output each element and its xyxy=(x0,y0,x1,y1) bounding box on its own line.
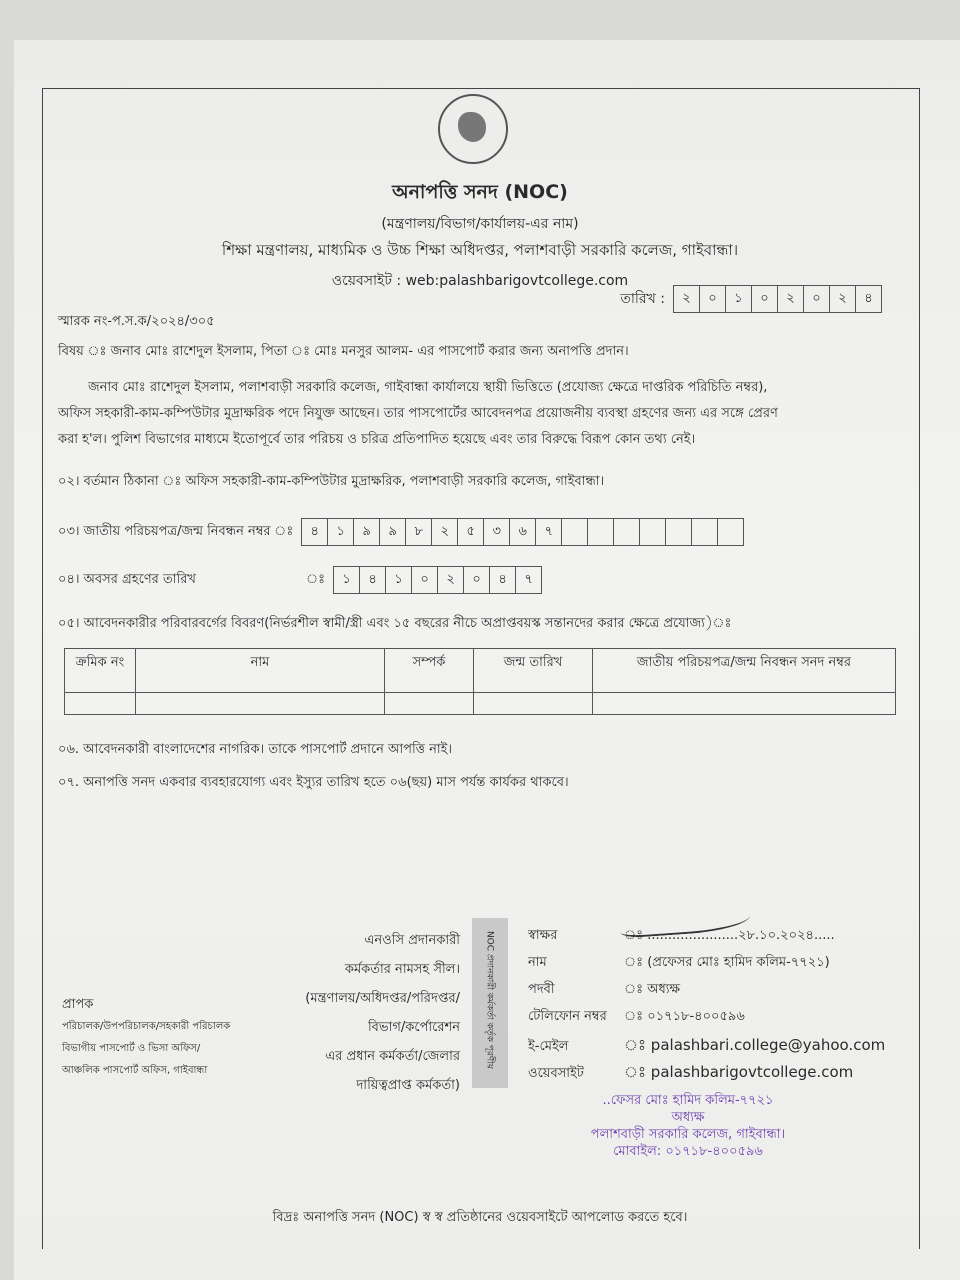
recipient-line: বিভাগীয় পাসপোর্ট ও ভিসা অফিস/ xyxy=(62,1043,201,1054)
recipient-line: প্রাপক xyxy=(62,997,94,1012)
digit-box xyxy=(692,519,718,545)
retirement-date-boxes xyxy=(333,566,542,594)
issuer-line: বিভাগ/কর্পোরেশন xyxy=(367,1020,460,1035)
stamp-line: অধ্যক্ষ xyxy=(671,1110,705,1125)
stamp-line: ..ফেসর মোঃ হামিদ কলিম-৭৭২১ xyxy=(602,1093,774,1108)
digit-box: ২ xyxy=(778,286,804,312)
detail-value: ঃ ০১৭১৮-৪০০৫৯৬ xyxy=(624,1009,745,1024)
document-title: অনাপত্তি সনদ (NOC) xyxy=(392,181,568,203)
digit-box xyxy=(640,519,666,545)
detail-value: ঃ অধ্যক্ষ xyxy=(624,982,681,997)
issuer-line: এর প্রধান কর্মকর্তা/জেলার xyxy=(325,1049,460,1064)
digit-box: ০ xyxy=(752,286,778,312)
detail-rows xyxy=(528,926,913,1088)
digit-box: ২ xyxy=(438,567,464,593)
nid-label: ০৩। জাতীয় পরিচয়পত্র/জন্ম নিবন্ধন নম্বর ঃ xyxy=(58,523,294,539)
digit-box: ২ xyxy=(830,286,856,312)
digit-box: ০ xyxy=(412,567,438,593)
body-line: অফিস সহকারী-কাম-কম্পিউটার মুদ্রাক্ষরিক পদে নিযুক্ত আছেন। তার পাসপোর্টের আবেদনপত্র প্রয়োজনীয় ব্যবস্থা গ্রহণের জন্য এর সঙ্গে প্রেরণ xyxy=(58,406,778,421)
table-row xyxy=(65,693,896,715)
issuer-line: কর্মকর্তার নামসহ সীল। xyxy=(344,962,460,977)
detail-value: ঃ palashbari.college@yahoo.com xyxy=(624,1036,886,1054)
detail-value: ঃ ......................২৮.১০.২০২৪..... xyxy=(624,928,835,943)
issuer-block xyxy=(270,926,460,1100)
digit-box xyxy=(562,519,588,545)
digit-box: ৭ xyxy=(524,571,533,587)
digit-box: ৮ xyxy=(406,519,432,545)
date-boxes xyxy=(673,285,882,313)
body-line: করা হ'ল। পুলিশ বিভাগের মাধ্যমে ইতোপূর্বে তার পরিচয় ও চরিত্র প্রতিপাদিত হয়েছে এবং তার বিরুদ্ধে বিরূপ কোন তথ্য নেই। xyxy=(58,432,696,447)
retirement-date-label: ০৪। অবসর গ্রহণের তারিখ xyxy=(58,571,196,587)
document-subtitle: (মন্ত্রণালয়/বিভাগ/কার্যালয়-এর নাম) xyxy=(381,216,579,232)
digit-box: ৪ xyxy=(490,567,516,593)
official-stamp xyxy=(528,1092,848,1160)
digit-box: ৪ xyxy=(864,290,873,306)
col-serial: ক্রমিক নং xyxy=(65,649,136,693)
digit-box: ২ xyxy=(674,286,700,312)
government-seal-logo xyxy=(438,94,508,164)
digit-box xyxy=(666,519,692,545)
detail-row xyxy=(528,926,913,953)
digit-box: ৫ xyxy=(458,519,484,545)
recipient-block xyxy=(62,994,262,1082)
citizenship-statement: ০৬. আবেদনকারী বাংলাদেশের নাগরিক। তাকে পাসপোর্ট প্রদানে আপত্তি নাই। xyxy=(58,742,453,757)
website-line: ওয়েবসাইট : web:palashbarigovtcollege.com xyxy=(331,273,629,289)
date-label: তারিখ : xyxy=(620,291,665,307)
issuer-line: (মন্ত্রণালয়/অধিদপ্তর/পরিদপ্তর/ xyxy=(305,991,460,1006)
detail-value: ঃ palashbarigovtcollege.com xyxy=(624,1063,854,1081)
digit-box: ৬ xyxy=(510,519,536,545)
detail-row xyxy=(528,953,913,980)
subject-line: বিষয় ঃ জনাব মোঃ রাশেদুল ইসলাম, পিতা ঃ মোঃ মনসুর আলম- এর পাসপোর্ট করার জন্য অনাপত্তি প্রদান। xyxy=(58,344,629,359)
digit-box: ৯ xyxy=(380,519,406,545)
digit-box: ১ xyxy=(328,519,354,545)
digit-box: ৪ xyxy=(302,519,328,545)
digit-box: ২ xyxy=(432,519,458,545)
recipient-line: পরিচালক/উপপরিচালক/সহকারী পরিচালক xyxy=(62,1021,231,1032)
digit-box xyxy=(718,519,743,545)
issuer-line: এনওসি প্রদানকারী xyxy=(364,933,460,948)
detail-label: নাম xyxy=(528,955,547,970)
stamp-line: পলাশবাড়ী সরকারি কলেজ, গাইবান্ধা। xyxy=(590,1127,786,1142)
issuer-line: দায়িত্বপ্রাপ্ত কর্মকর্তা) xyxy=(356,1078,460,1093)
digit-box: ৯ xyxy=(354,519,380,545)
digit-box xyxy=(588,519,614,545)
col-relation: সম্পর্ক xyxy=(385,649,474,693)
digit-box: ০ xyxy=(464,567,490,593)
detail-label: স্বাক্ষর xyxy=(528,928,558,943)
footnote: বিদ্রঃ অনাপত্তি সনদ (NOC) স্ব স্ব প্রতিষ্ঠানের ওয়েবসাইটে আপলোড করতে হবে। xyxy=(272,1210,688,1225)
detail-row xyxy=(528,980,913,1007)
detail-label: ওয়েবসাইট xyxy=(528,1066,584,1081)
col-name: নাম xyxy=(136,649,385,693)
nid-boxes xyxy=(301,518,744,546)
office-name: শিক্ষা মন্ত্রণালয়, মাধ্যমিক ও উচ্চ শিক্ষা অধিদপ্তর, পলাশবাড়ী সরকারি কলেজ, গাইবান্ধা। xyxy=(221,241,739,259)
digit-box: ৭ xyxy=(536,519,562,545)
retirement-colon: ঃ xyxy=(306,571,326,587)
detail-label: ই-মেইল xyxy=(528,1039,569,1054)
detail-row xyxy=(528,1034,913,1061)
digit-box: ১ xyxy=(334,567,360,593)
signatory-details xyxy=(528,926,913,1160)
digit-box: ৩ xyxy=(484,519,510,545)
col-dob: জন্ম তারিখ xyxy=(474,649,593,693)
digit-box: ০ xyxy=(804,286,830,312)
digit-box: ১ xyxy=(386,567,412,593)
digit-box xyxy=(614,519,640,545)
detail-row xyxy=(528,1007,913,1034)
detail-label: টেলিফোন নম্বর xyxy=(528,1009,607,1024)
detail-row xyxy=(528,1061,913,1088)
digit-box: ০ xyxy=(700,286,726,312)
nid-row xyxy=(58,518,744,546)
family-details-label: ০৫। আবেদনকারীর পরিবারবর্গের বিবরণ(নির্ভরশীল স্বামী/স্ত্রী এবং ১৫ বছরের নীচে অপ্রাপ্তবয়স্ক সন্তানদের করার ক্ষেত্রে প্রযোজ্য)ঃ xyxy=(58,616,732,631)
vertical-strip-text: NOC প্রদানকারী কর্মকর্তা কর্তৃক পূরণীয় xyxy=(484,930,495,1070)
retirement-row xyxy=(58,566,542,594)
family-table xyxy=(64,648,896,715)
detail-label: পদবী xyxy=(528,982,555,997)
memo-number: স্মারক নং-প.স.ক/২০২৪/৩০৫ xyxy=(58,314,215,329)
digit-box: ১ xyxy=(726,286,752,312)
date-row xyxy=(620,285,882,313)
recipient-line: আঞ্চলিক পাসপোর্ট অফিস, গাইবান্ধা xyxy=(62,1065,208,1076)
stamp-line: মোবাইল: ০১৭১৮-৪০০৫৯৬ xyxy=(613,1144,763,1159)
digit-box: ৪ xyxy=(360,567,386,593)
current-address: ০২। বর্তমান ঠিকানা ঃ অফিস সহকারী-কাম-কম্পিউটার মুদ্রাক্ষরিক, পলাশবাড়ী সরকারি কলেজ, গাইবান্ধা। xyxy=(58,474,605,489)
validity-statement: ০৭. অনাপত্তি সনদ একবার ব্যবহারযোগ্য এবং ইস্যুর তারিখ হতে ০৬(ছয়) মাস পর্যন্ত কার্যকর থাকবে। xyxy=(58,775,569,790)
body-line: জনাব মোঃ রাশেদুল ইসলাম, পলাশবাড়ী সরকারি কলেজ, গাইবান্ধা কার্যালয়ে স্থায়ী ভিত্তিতে (প্রযোজ্য ক্ষেত্রে দাপ্তরিক পরিচিতি নম্বর), xyxy=(88,380,768,395)
table-header-row xyxy=(65,649,896,693)
detail-value: ঃ (প্রফেসর মোঃ হামিদ কলিম-৭৭২১) xyxy=(624,955,830,970)
col-nid: জাতীয় পরিচয়পত্র/জন্ম নিবন্ধন সনদ নম্বর xyxy=(593,649,896,693)
